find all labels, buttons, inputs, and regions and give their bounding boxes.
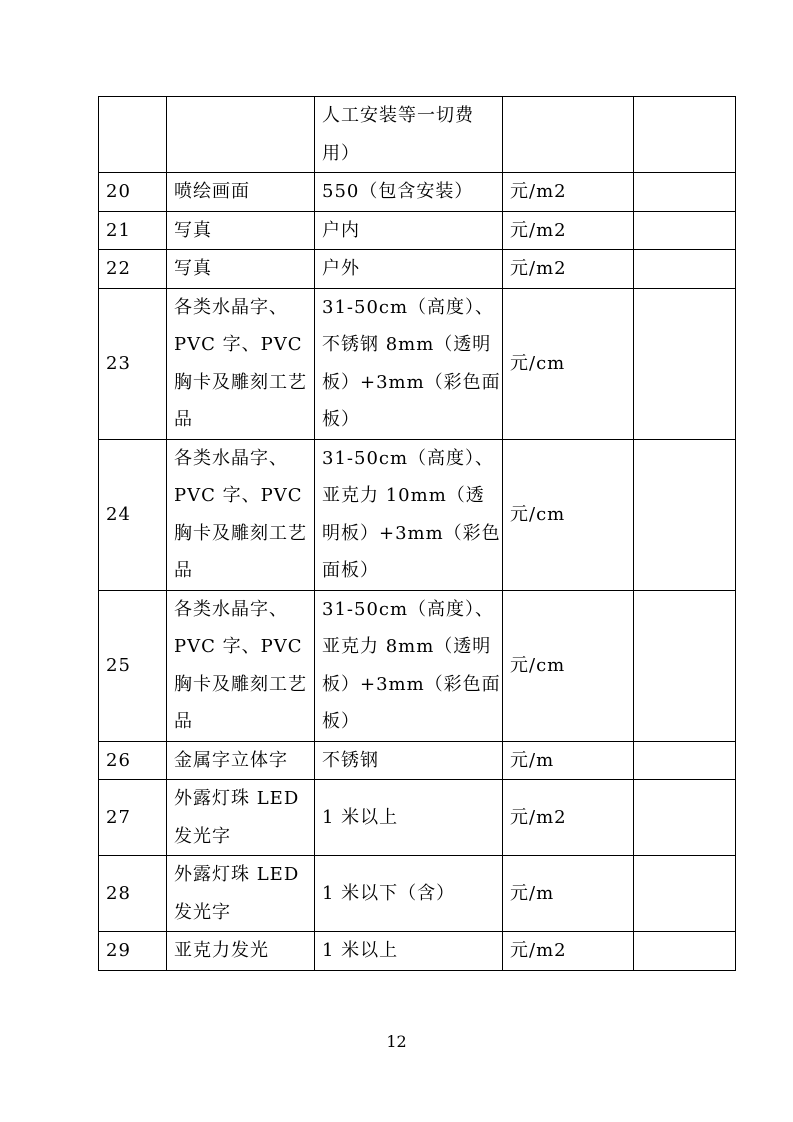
spec-cell: 户内 bbox=[315, 211, 503, 250]
item-name-cell: 外露灯珠 LED 发光字 bbox=[167, 856, 315, 932]
row-number-cell: 28 bbox=[99, 856, 167, 932]
table-row bbox=[99, 288, 736, 439]
price-cell bbox=[634, 741, 736, 780]
price-cell bbox=[634, 932, 736, 971]
unit-cell: 元/m2 bbox=[503, 932, 634, 971]
price-table bbox=[98, 96, 736, 971]
item-name-cell: 各类水晶字、PVC 字、PVC 胸卡及雕刻工艺品 bbox=[167, 439, 315, 590]
price-cell bbox=[634, 288, 736, 439]
unit-cell: 元/m2 bbox=[503, 211, 634, 250]
spec-cell: 不锈钢 bbox=[315, 741, 503, 780]
unit-cell: 元/cm bbox=[503, 439, 634, 590]
spec-cell: 1 米以下（含） bbox=[315, 856, 503, 932]
spec-cell: 户外 bbox=[315, 250, 503, 289]
row-number-cell bbox=[99, 97, 167, 173]
row-number-cell: 22 bbox=[99, 250, 167, 289]
table-row bbox=[99, 250, 736, 289]
spec-cell: 1 米以上 bbox=[315, 932, 503, 971]
table-row bbox=[99, 780, 736, 856]
unit-cell: 元/m2 bbox=[503, 173, 634, 212]
table-row bbox=[99, 97, 736, 173]
price-cell bbox=[634, 173, 736, 212]
item-name-cell: 喷绘画面 bbox=[167, 173, 315, 212]
unit-cell: 元/m2 bbox=[503, 780, 634, 856]
unit-cell: 元/m2 bbox=[503, 250, 634, 289]
unit-cell: 元/m bbox=[503, 741, 634, 780]
page-number: 12 bbox=[386, 1032, 407, 1051]
item-name-cell: 各类水晶字、PVC 字、PVC 胸卡及雕刻工艺品 bbox=[167, 590, 315, 741]
price-table-body bbox=[99, 97, 736, 971]
price-cell bbox=[634, 250, 736, 289]
row-number-cell: 29 bbox=[99, 932, 167, 971]
row-number-cell: 23 bbox=[99, 288, 167, 439]
unit-cell: 元/cm bbox=[503, 288, 634, 439]
row-number-cell: 20 bbox=[99, 173, 167, 212]
unit-cell: 元/m bbox=[503, 856, 634, 932]
item-name-cell: 各类水晶字、PVC 字、PVC 胸卡及雕刻工艺品 bbox=[167, 288, 315, 439]
row-number-cell: 24 bbox=[99, 439, 167, 590]
table-row bbox=[99, 741, 736, 780]
table-row bbox=[99, 590, 736, 741]
item-name-cell: 写真 bbox=[167, 211, 315, 250]
price-cell bbox=[634, 856, 736, 932]
table-row bbox=[99, 173, 736, 212]
row-number-cell: 26 bbox=[99, 741, 167, 780]
unit-cell: 元/cm bbox=[503, 590, 634, 741]
item-name-cell bbox=[167, 97, 315, 173]
table-row bbox=[99, 856, 736, 932]
item-name-cell: 外露灯珠 LED 发光字 bbox=[167, 780, 315, 856]
price-cell bbox=[634, 780, 736, 856]
spec-cell: 31-50cm（高度）、亚克力 8mm（透明板）+3mm（彩色面板） bbox=[315, 590, 503, 741]
spec-cell: 31-50cm（高度）、亚克力 10mm（透明板）+3mm（彩色面板） bbox=[315, 439, 503, 590]
price-cell bbox=[634, 97, 736, 173]
item-name-cell: 亚克力发光 bbox=[167, 932, 315, 971]
row-number-cell: 25 bbox=[99, 590, 167, 741]
row-number-cell: 27 bbox=[99, 780, 167, 856]
price-cell bbox=[634, 211, 736, 250]
unit-cell bbox=[503, 97, 634, 173]
spec-cell: 1 米以上 bbox=[315, 780, 503, 856]
table-row bbox=[99, 932, 736, 971]
table-row bbox=[99, 211, 736, 250]
spec-cell: 550（包含安装） bbox=[315, 173, 503, 212]
table-row bbox=[99, 439, 736, 590]
spec-cell: 31-50cm（高度）、不锈钢 8mm（透明板）+3mm（彩色面板） bbox=[315, 288, 503, 439]
price-cell bbox=[634, 590, 736, 741]
spec-cell: 人工安装等一切费用） bbox=[315, 97, 503, 173]
row-number-cell: 21 bbox=[99, 211, 167, 250]
price-cell bbox=[634, 439, 736, 590]
item-name-cell: 写真 bbox=[167, 250, 315, 289]
item-name-cell: 金属字立体字 bbox=[167, 741, 315, 780]
